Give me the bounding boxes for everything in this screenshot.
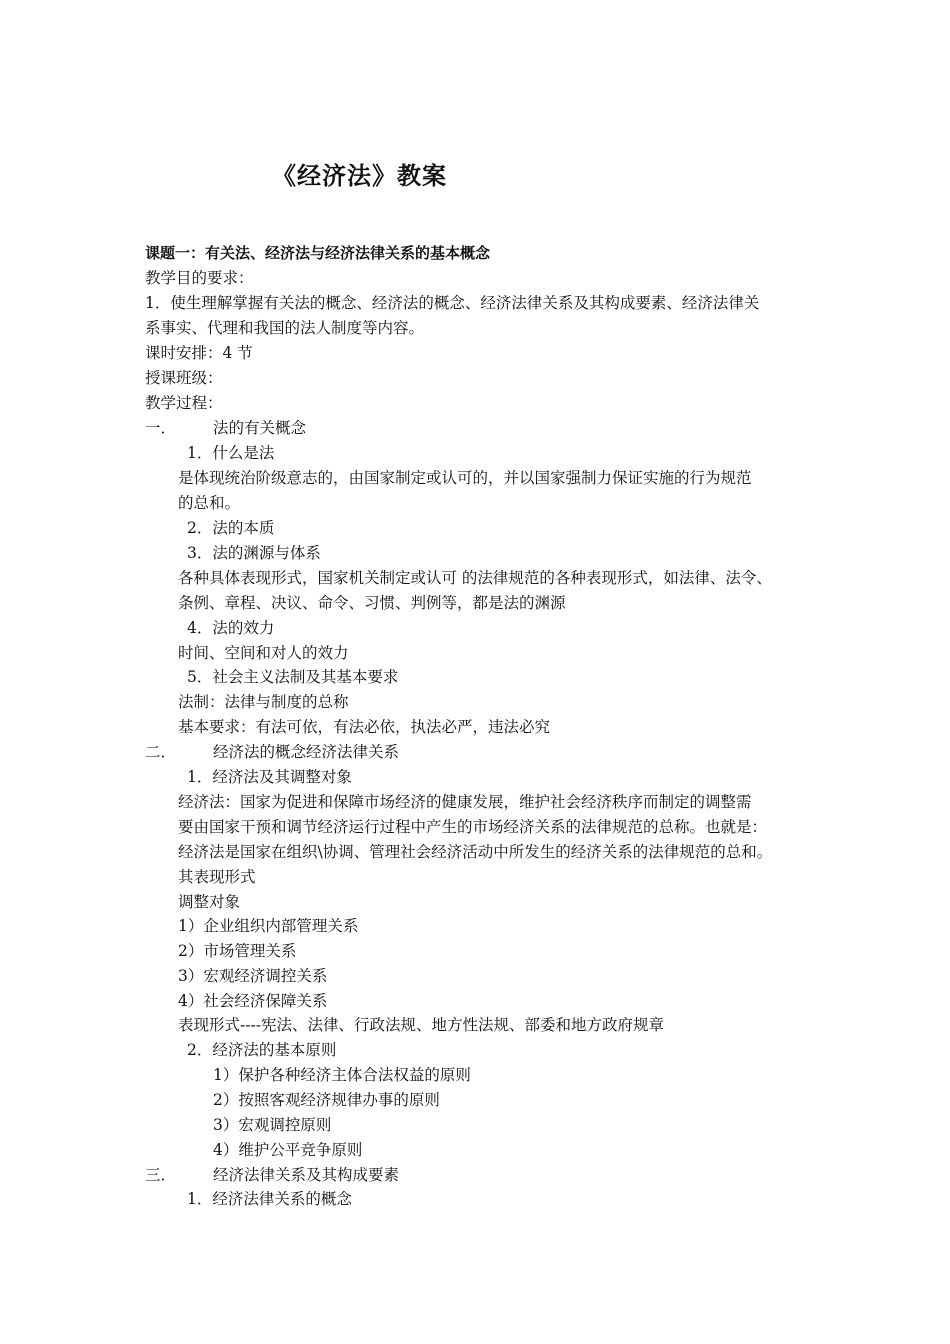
s1-item-5: 5．社会主义法制及其基本要求 [187, 668, 399, 686]
hours-line: 课时安排：4 节 [145, 344, 253, 362]
s1-item-3-text-a: 各种具体表现形式，国家机关制定或认可 的法律规范的各种表现形式，如法律、法令、 [178, 569, 772, 587]
s1-item-1-text-a: 是体现统治阶级意志的，由国家制定或认可的，并以国家强制力保证实施的行为规范 [178, 469, 752, 487]
section-1-title: 法的有关概念 [213, 419, 307, 437]
s2-adjust-item-2: 2）市场管理关系 [178, 942, 297, 960]
section-2-title: 经济法的概念经济法律关系 [213, 743, 400, 761]
section-3-number: 三． [145, 1166, 177, 1184]
section-2-number: 二． [145, 743, 177, 761]
s2-item-1-text-c: 经济法是国家在组织\协调、管理社会经济活动中所发生的经济关系的法律规范的总和。 [178, 843, 773, 861]
s2-adjust-item-4: 4）社会经济保障关系 [178, 992, 328, 1010]
s2-item-1-text-d: 其表现形式 [178, 868, 256, 886]
s1-item-3: 3．法的渊源与体系 [187, 544, 321, 562]
section-2-heading [145, 742, 399, 762]
s2-principle-2: 2）按照客观经济规律办事的原则 [213, 1091, 440, 1109]
s1-item-3-text-b: 条例、章程、决议、命令、习惯、判例等，都是法的渊源 [178, 594, 566, 612]
s2-adjust-label: 调整对象 [178, 893, 241, 911]
s2-item-1-text-b: 要由国家干预和调节经济运行过程中产生的市场经济关系的法律规范的总称。也就是： [178, 818, 768, 836]
s2-adjust-item-1: 1）企业组织内部管理关系 [178, 917, 359, 935]
s1-item-4: 4．法的效力 [187, 619, 275, 637]
s2-item-2: 2．经济法的基本原则 [187, 1041, 337, 1059]
section-3-heading [145, 1165, 399, 1185]
s2-adjust-item-3: 3）宏观经济调控关系 [178, 967, 328, 985]
s1-item-1-text-b: 的总和。 [178, 494, 241, 512]
s2-principle-4: 4）维护公平竞争原则 [213, 1141, 363, 1159]
process-line: 教学过程： [145, 394, 223, 412]
section-1-heading [145, 418, 306, 438]
s2-forms-line: 表现形式----宪法、法律、行政法规、地方性法规、部委和地方政府规章 [178, 1016, 664, 1034]
s1-item-5-text-a: 法制：法律与制度的总称 [178, 693, 349, 711]
s3-item-1: 1．经济法律关系的概念 [187, 1190, 352, 1208]
s2-principle-3: 3）宏观调控原则 [213, 1116, 332, 1134]
document-title: 《经济法》教案 [272, 162, 447, 190]
s1-item-1: 1．什么是法 [187, 444, 275, 462]
section-1-number: 一． [145, 419, 177, 437]
topic-heading: 课题一：有关法、经济法与经济法律关系的基本概念 [145, 244, 491, 262]
objective-line-1: 1．使生理解掌握有关法的概念、经济法的概念、经济法律关系及其构成要素、经济法律关 [145, 294, 760, 312]
s1-item-5-text-b: 基本要求：有法可依，有法必依，执法必严，违法必究 [178, 718, 551, 736]
s1-item-2: 2．法的本质 [187, 519, 275, 537]
s2-principle-1: 1）保护各种经济主体合法权益的原则 [213, 1066, 471, 1084]
s2-item-1-text-a: 经济法：国家为促进和保障市场经济的健康发展，维护社会经济秩序而制定的调整需 [178, 793, 752, 811]
section-3-title: 经济法律关系及其构成要素 [213, 1166, 400, 1184]
s2-item-1: 1．经济法及其调整对象 [187, 768, 352, 786]
s1-item-4-text: 时间、空间和对人的效力 [178, 644, 349, 662]
objective-label: 教学目的要求： [145, 269, 254, 287]
objective-line-2: 系事实、代理和我国的法人制度等内容。 [145, 319, 425, 337]
class-line: 授课班级： [145, 369, 223, 387]
